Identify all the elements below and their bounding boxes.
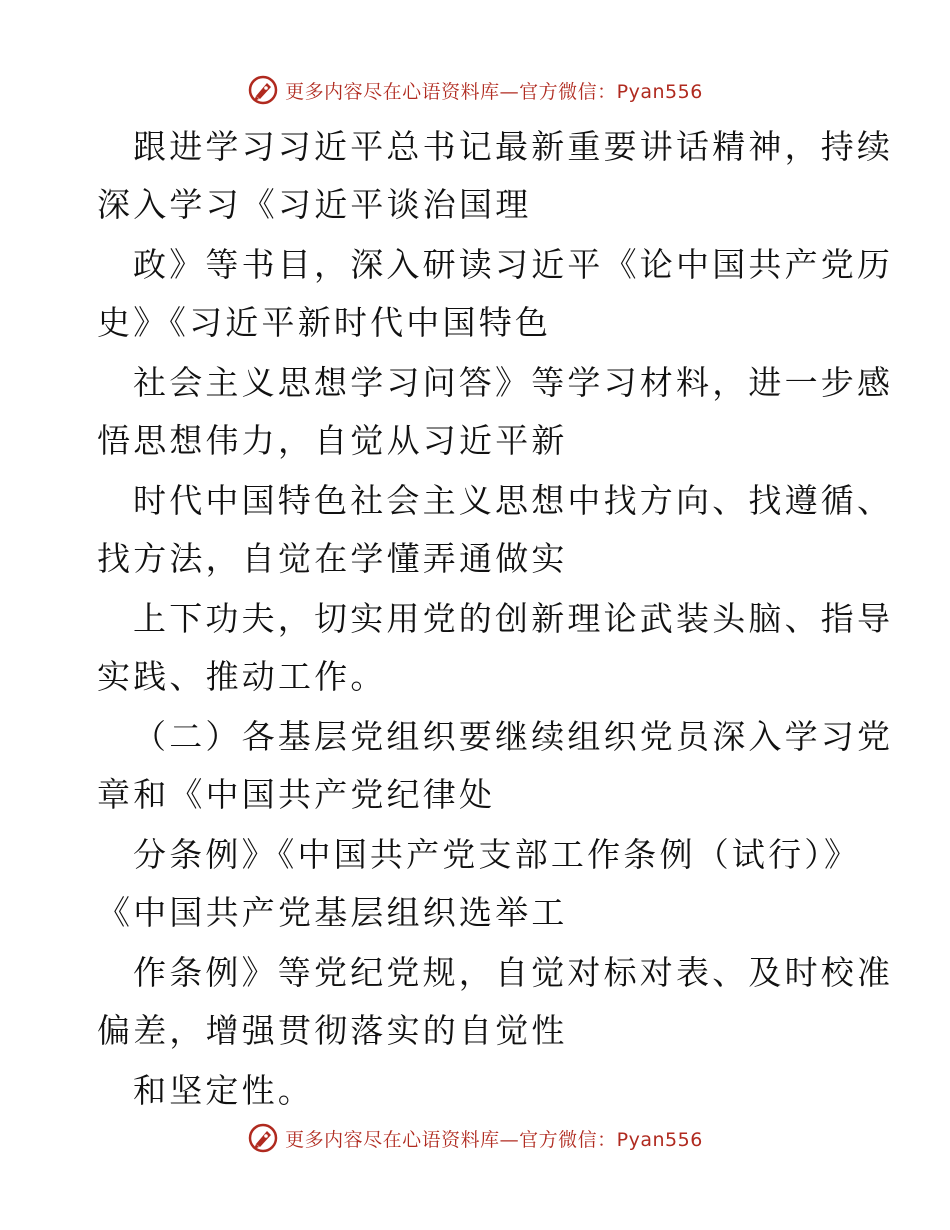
- footer-banner: [0, 1118, 950, 1158]
- body-line: 深入学习《习近平谈治国理: [97, 185, 532, 224]
- body-line: （二）各基层党组织要继续组织党员深入学习党: [133, 717, 894, 756]
- pen-nib-logo-icon: [247, 1122, 279, 1154]
- pen-nib-logo-icon: [247, 74, 279, 106]
- body-line: 时代中国特色社会主义思想中找方向、找遵循、: [133, 481, 894, 520]
- body-line: 分条例》《中国共产党支部工作条例（试行）》: [133, 835, 861, 874]
- body-line: 章和《中国共产党纪律处: [97, 775, 496, 814]
- body-line: 史》《习近平新时代中国特色: [97, 303, 552, 342]
- footer-wechat-id: Pyan556: [616, 1128, 703, 1151]
- footer-banner-text: 更多内容尽在心语资料库—官方微信：Pyan556: [285, 1128, 703, 1151]
- body-line: 跟进学习习近平总书记最新重要讲话精神，持续: [133, 127, 894, 166]
- header-banner-text: 更多内容尽在心语资料库—官方微信：Pyan556: [285, 80, 703, 103]
- header-wechat-id: Pyan556: [616, 80, 703, 103]
- body-line: 社会主义思想学习问答》等学习材料，进一步感: [133, 363, 894, 402]
- body-line: 政》等书目，深入研读习近平《论中国共产党历: [133, 245, 894, 284]
- body-line: 上下功夫，切实用党的创新理论武装头脑、指导: [133, 599, 894, 638]
- body-line: 找方法，自觉在学懂弄通做实: [97, 539, 568, 578]
- body-line: 《中国共产党基层组织选举工: [97, 893, 568, 932]
- body-line: 偏差，增强贯彻落实的自觉性: [97, 1011, 568, 1050]
- body-line: 悟思想伟力，自觉从习近平新: [97, 421, 568, 460]
- body-line: 和坚定性。: [133, 1071, 314, 1110]
- body-line: 实践、推动工作。: [97, 657, 387, 696]
- body-line: 作条例》等党纪党规，自觉对标对表、及时校准: [133, 953, 894, 992]
- header-banner: [0, 70, 950, 110]
